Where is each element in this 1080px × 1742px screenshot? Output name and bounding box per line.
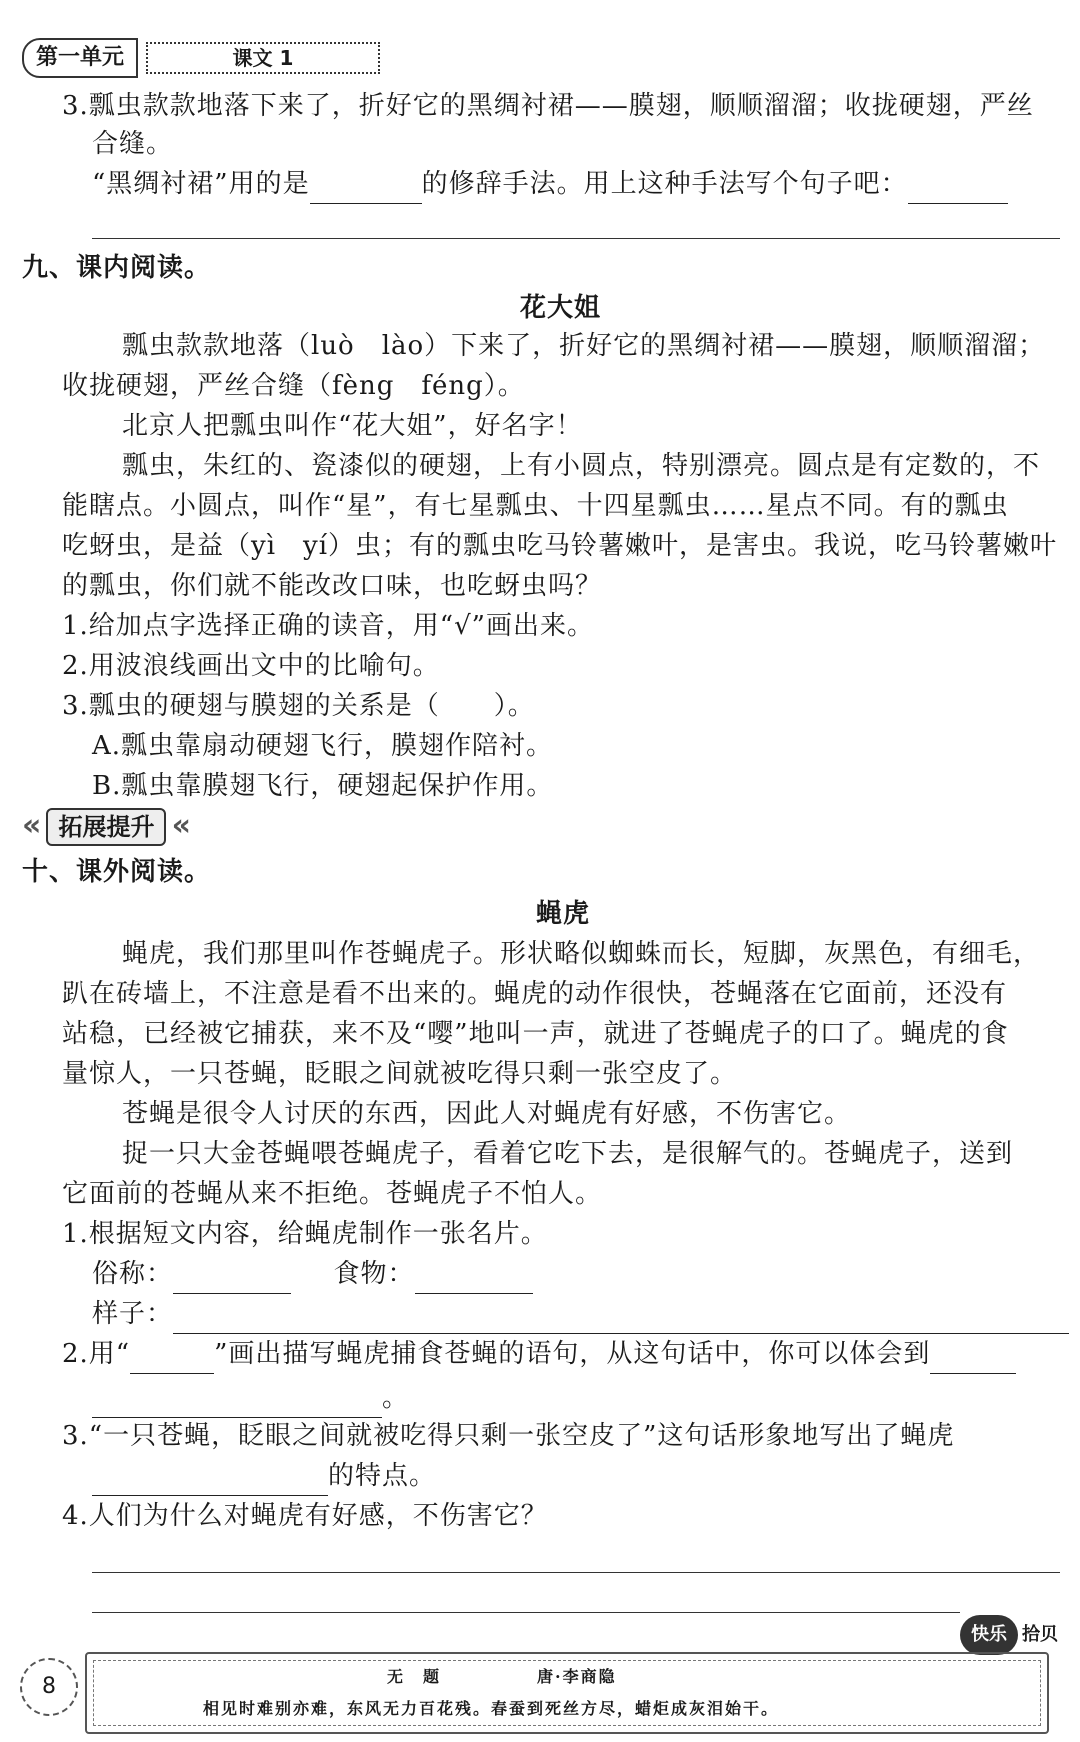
section10-q1-row: [92, 1254, 533, 1294]
food-blank[interactable]: [415, 1265, 533, 1294]
q8-3-prompt: [92, 164, 1008, 204]
extend-banner: [22, 807, 191, 845]
section9-p3a: 瓢虫，朱红的、瓷漆似的硬翅，上有小圆点，特别漂亮。圆点是有定数的，不: [122, 451, 1041, 481]
section10-heading: 十、课外阅读。: [22, 857, 212, 887]
section10-q3-cont: [92, 1456, 436, 1496]
section9-title: 花大姐: [520, 293, 602, 323]
section10-q2-end: 。: [382, 1383, 410, 1413]
section9-p1: [122, 326, 1045, 366]
section10-q3a: 3.“一只苍蝇，眨眼之间就被吃得只剩一张空皮了”这句话形象地写出了蝇虎: [62, 1421, 955, 1451]
chevron-left-icon: «: [22, 808, 42, 843]
section10-p1d: 量惊人，一只苍蝇，眨眼之间就被吃得只剩一张空皮了。: [62, 1059, 738, 1089]
lesson-tag: 课文 1: [146, 42, 380, 74]
q8-3-line1: 3.瓢虫款款地落下来了，折好它的黑绸衬裙——膜翅，顺顺溜溜；收拢硬翅，严丝: [62, 91, 1034, 121]
brand-badge-sub: 拾贝: [1022, 1624, 1058, 1645]
section9-p2: 北京人把瓢虫叫作“花大姐”，好名字！: [122, 411, 583, 441]
food-label: 食物：: [333, 1259, 415, 1289]
section10-q1: 1.根据短文内容，给蝇虎制作一张名片。: [62, 1219, 548, 1249]
section10-q2-cont: [92, 1378, 409, 1418]
section10-q2: [62, 1334, 1016, 1374]
section10-q4: 4.人们为什么对蝇虎有好感，不伤害它？: [62, 1501, 548, 1531]
section10-p1c: 站稳，已经被它捕获，来不及“嘤”地叫一声，就进了苍蝇虎子的口了。蝇虎的食: [62, 1019, 1009, 1049]
chevron-left-icon: «: [171, 808, 191, 843]
q8-3-prompt-b: 的修辞手法。用上这种手法写个句子吧：: [421, 169, 908, 199]
nickname-label: 俗称：: [92, 1259, 174, 1289]
sentence-answer-blank[interactable]: [908, 175, 1008, 204]
section9-option-b[interactable]: B.瓢虫靠膜翅飞行，硬翅起保护作用。: [92, 771, 554, 801]
section10-p3b: 它面前的苍蝇从来不拒绝。苍蝇虎子不怕人。: [62, 1179, 603, 1209]
rhetoric-answer-blank[interactable]: [310, 175, 422, 204]
section9-p1-text: 瓢虫款款地落（luò lào）下来了，折好它的黑绸衬裙——膜翅，顺顺溜溜；: [122, 331, 1046, 361]
section9-p3c: 吃蚜虫，是益（yì yí）虫；有的瓢虫吃马铃薯嫩叶，是害虫。我说，吃马铃薯嫩叶: [62, 531, 1058, 561]
q3-answer-blank[interactable]: [92, 1467, 328, 1496]
section10-q1-look: [92, 1294, 1069, 1334]
brand-badge: [960, 1615, 1058, 1655]
section10-p3a: 捉一只大金苍蝇喂苍蝇虎子，看着它吃下去，是很解气的。苍蝇虎子，送到: [122, 1139, 1014, 1169]
section9-q3: 3.瓢虫的硬翅与膜翅的关系是（ ）。: [62, 691, 535, 721]
answer-line[interactable]: [92, 238, 1060, 239]
section10-q3b: 的特点。: [328, 1461, 437, 1491]
section10-p2: 苍蝇是很令人讨厌的东西，因此人对蝇虎有好感，不伤害它。: [122, 1099, 852, 1129]
answer-line[interactable]: [92, 1572, 1060, 1573]
q2-answer-blank-1[interactable]: [930, 1345, 1016, 1374]
section9-q1: 1.给加点字选择正确的读音，用“√”画出来。: [62, 611, 594, 641]
section9-q2: 2.用波浪线画出文中的比喻句。: [62, 651, 440, 681]
q8-3-prompt-a: “黑绸衬裙”用的是: [92, 169, 310, 199]
extend-banner-label: 拓展提升: [46, 808, 166, 846]
appearance-label: 样子：: [92, 1299, 174, 1329]
poem-title: 无 题: [387, 1667, 442, 1686]
section10-q2a: 2.用“: [62, 1339, 131, 1369]
underline-sample: [130, 1345, 214, 1374]
section10-title: 蝇虎: [536, 899, 591, 929]
brand-badge-main: 快乐: [960, 1615, 1018, 1655]
section10-p1b: 趴在砖墙上，不注意是看不出来的。蝇虎的动作很快，苍蝇落在它面前，还没有: [62, 979, 1008, 1009]
section9-heading: 九、课内阅读。: [22, 253, 212, 283]
section10-q2b: ”画出描写蝇虎捕食苍蝇的语句，从这句话中，你可以体会到: [214, 1339, 931, 1369]
q8-3-line2: 合缝。: [92, 129, 174, 159]
answer-line[interactable]: [92, 1612, 960, 1613]
section9-option-a[interactable]: A.瓢虫靠扇动硬翅飞行，膜翅作陪衬。: [92, 731, 554, 761]
page-number: 8: [20, 1658, 78, 1716]
nickname-blank[interactable]: [173, 1265, 291, 1294]
poem-text: 相见时难别亦难，东风无力百花残。春蚕到死丝方尽，蜡炬成灰泪始干。: [203, 1699, 780, 1718]
unit-tag: 第一单元: [22, 38, 138, 78]
q2-answer-blank-2[interactable]: [92, 1389, 382, 1418]
section9-p3d: 的瓢虫，你们就不能改改口味，也吃蚜虫吗？: [62, 571, 603, 601]
poem-author: 唐·李商隐: [537, 1667, 617, 1686]
footer-poem-box: [85, 1652, 1049, 1734]
section9-p3b: 能瞎点。小圆点，叫作“星”，有七星瓢虫、十四星瓢虫……星点不同。有的瓢虫: [62, 491, 1009, 521]
section10-p1a: 蝇虎，我们那里叫作苍蝇虎子。形状略似蜘蛛而长，短脚，灰黑色，有细毛，: [122, 939, 1041, 969]
section9-p1b: 收拢硬翅，严丝合缝（fèng féng）。: [62, 371, 525, 401]
appearance-blank[interactable]: [173, 1305, 1069, 1334]
